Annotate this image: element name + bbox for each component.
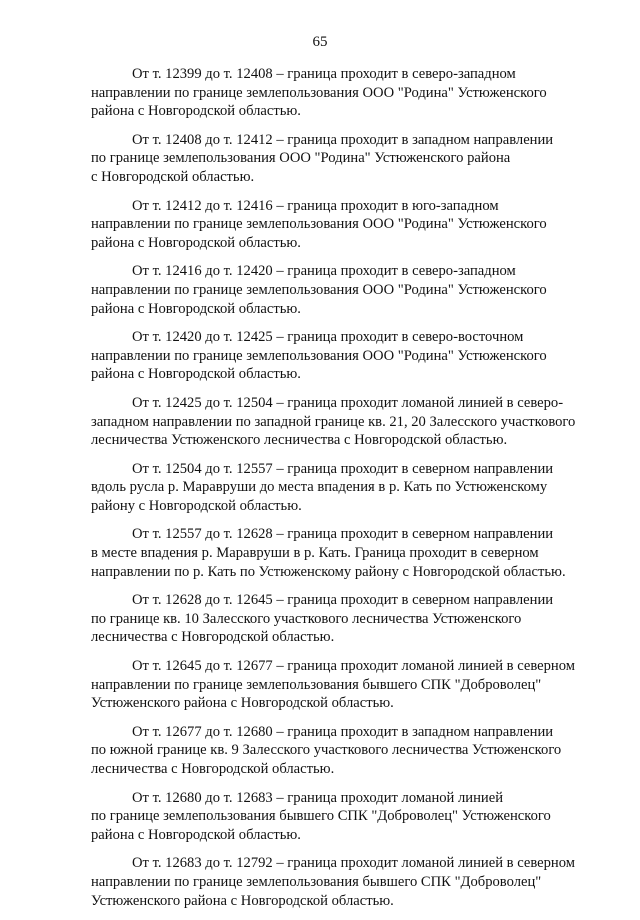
boundary-paragraph-13: От т. 12683 до т. 12792 – граница проходит ломаной линией в северном направлении по границе землепользования бывшего СПК "Доброволец" Устюженского района с Новгородской областью. <box>91 855 575 909</box>
boundary-paragraph-7: От т. 12504 до т. 12557 – граница проходит в северном направлении вдоль русла р. Маравруши до места впадения в р. Кать по Устюженскому району с Новгородской областью. <box>91 460 554 514</box>
boundary-paragraph-5: От т. 12420 до т. 12425 – граница проходит в северо-восточном направлении по границе землепользования ООО "Родина" Устюженского района с Новгородской областью. <box>91 329 547 383</box>
boundary-paragraph-12: От т. 12680 до т. 12683 – граница проходит ломаной линией по границе землепользования бывшего СПК "Доброволец" Устюженского района с Новгородской областью. <box>91 789 551 843</box>
page-number: 65 <box>312 34 328 50</box>
boundary-paragraph-4: От т. 12416 до т. 12420 – граница проходит в северо-западном направлении по границе землепользования ООО "Родина" Устюженского района с Новгородской областью. <box>91 263 547 317</box>
document-body <box>91 65 600 920</box>
boundary-paragraph-6: От т. 12425 до т. 12504 – граница проходит ломаной линией в северо- западном направлении по западной границе кв. 21, 20 Залесского участкового лесничества Устюженского лесничества с Новгородской областью. <box>91 394 576 449</box>
boundary-paragraph-8: От т. 12557 до т. 12628 – граница проходит в северном направлении в месте впадения р. Маравруши в р. Кать. Граница проходит в северном направлении по р. Кать по Устюженскому району с Новгородской областью. <box>91 526 566 580</box>
boundary-paragraph-9: От т. 12628 до т. 12645 – граница проходит в северном направлении по границе кв. 10 Залесского участкового лесничества Устюженского лесничества с Новгородской областью. <box>91 592 554 646</box>
boundary-paragraph-10: От т. 12645 до т. 12677 – граница проходит ломаной линией в северном направлении по границе землепользования бывшего СПК "Доброволец" Устюженского района с Новгородской областью. <box>91 658 575 712</box>
boundary-paragraph-1: От т. 12399 до т. 12408 – граница проходит в северо-западном направлении по границе землепользования ООО "Родина" Устюженского района с Новгородской областью. <box>91 66 547 120</box>
boundary-paragraph-3: От т. 12412 до т. 12416 – граница проходит в юго-западном направлении по границе землепользования ООО "Родина" Устюженского района с Новгородской областью. <box>91 197 547 251</box>
boundary-paragraph-11: От т. 12677 до т. 12680 – граница проходит в западном направлении по южной границе кв. 9 Залесского участкового лесничества Устюженского лесничества с Новгородской областью. <box>91 723 562 777</box>
boundary-paragraph-2: От т. 12408 до т. 12412 – граница проходит в западном направлении по границе землепользования ООО "Родина" Устюженского района с Новгородской областью. <box>91 131 554 185</box>
